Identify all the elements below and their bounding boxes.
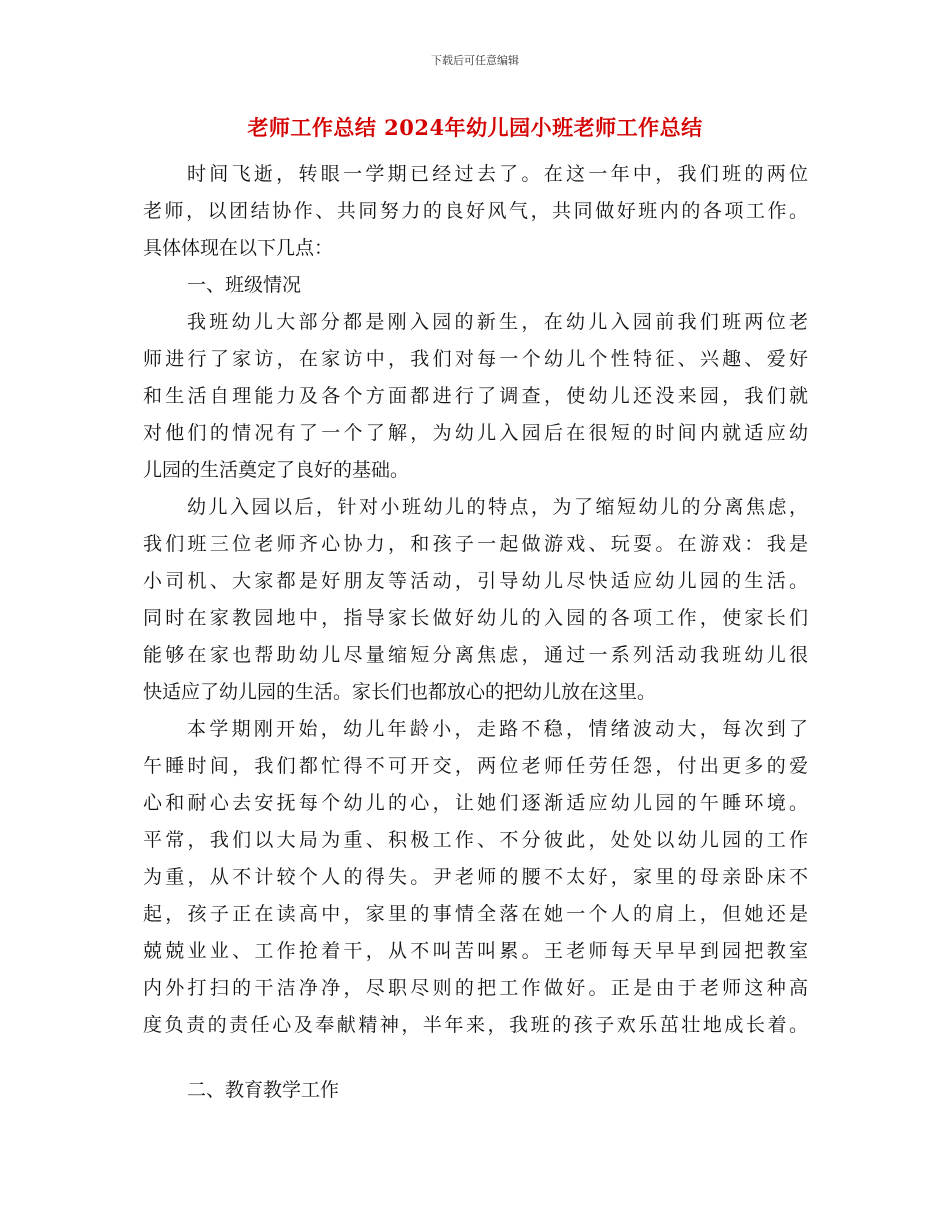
header-note: 下载后可任意编辑	[431, 54, 519, 67]
text-line: 午睡时间，我们都忙得不可开交，两位老师任劳任怨，付出更多的爱	[143, 755, 808, 777]
text-line: 我们班三位老师齐心协力，和孩子一起做游戏、玩耍。在游戏：我是	[143, 533, 808, 555]
document-title: 老师工作总结 2024年幼儿园小班老师工作总结	[247, 115, 703, 140]
text-line: 度负责的责任心及奉献精神，半年来，我班的孩子欢乐茁壮地成长着。	[143, 1014, 808, 1036]
text-line: 儿园的生活奠定了良好的基础。	[143, 459, 410, 481]
text-line: 内外打扫的干洁净净，尽职尽则的把工作做好。正是由于老师这种高	[143, 977, 808, 999]
text-line: 为重，从不计较个人的得失。尹老师的腰不太好，家里的母亲卧床不	[143, 866, 808, 888]
text-line: 幼儿入园以后，针对小班幼儿的特点，为了缩短幼儿的分离焦虑，	[187, 496, 808, 518]
text-line: 能够在家也帮助幼儿尽量缩短分离焦虑，通过一系列活动我班幼儿很	[143, 644, 808, 666]
document-body	[143, 160, 808, 1113]
text-line: 我班幼儿大部分都是刚入园的新生，在幼儿入园前我们班两位老	[187, 311, 808, 333]
text-line: 对他们的情况有了一个了解，为幼儿入园后在很短的时间内就适应幼	[143, 422, 808, 444]
text-line: 本学期刚开始，幼儿年龄小，走路不稳，情绪波动大，每次到了	[187, 718, 808, 740]
text-line: 起，孩子正在读高中，家里的事情全落在她一个人的肩上，但她还是	[143, 903, 808, 925]
text-line: 时间飞逝，转眼一学期已经过去了。在这一年中，我们班的两位	[187, 163, 808, 185]
text-line: 快适应了幼儿园的生活。家长们也都放心的把幼儿放在这里。	[143, 681, 657, 703]
text-line: 平常，我们以大局为重、积极工作、不分彼此，处处以幼儿园的工作	[143, 829, 808, 851]
text-line: 一、班级情况	[187, 274, 302, 296]
text-line: 师进行了家访，在家访中，我们对每一个幼儿个性特征、兴趣、爱好	[143, 348, 808, 370]
text-line: 老师，以团结协作、共同努力的良好风气，共同做好班内的各项工作。	[143, 200, 808, 222]
paragraph-spacer	[143, 1048, 808, 1076]
text-line: 和生活自理能力及各个方面都进行了调查，使幼儿还没来园，我们就	[143, 385, 808, 407]
text-line: 二、教育教学工作	[187, 1079, 340, 1101]
text-line: 具体体现在以下几点：	[143, 237, 334, 259]
text-line: 兢兢业业、工作抢着干，从不叫苦叫累。王老师每天早早到园把教室	[143, 940, 808, 962]
text-line: 心和耐心去安抚每个幼儿的心，让她们逐渐适应幼儿园的午睡环境。	[143, 792, 808, 814]
text-line: 小司机、大家都是好朋友等活动，引导幼儿尽快适应幼儿园的生活。	[143, 570, 808, 592]
text-line: 同时在家教园地中，指导家长做好幼儿的入园的各项工作，使家长们	[143, 607, 808, 629]
